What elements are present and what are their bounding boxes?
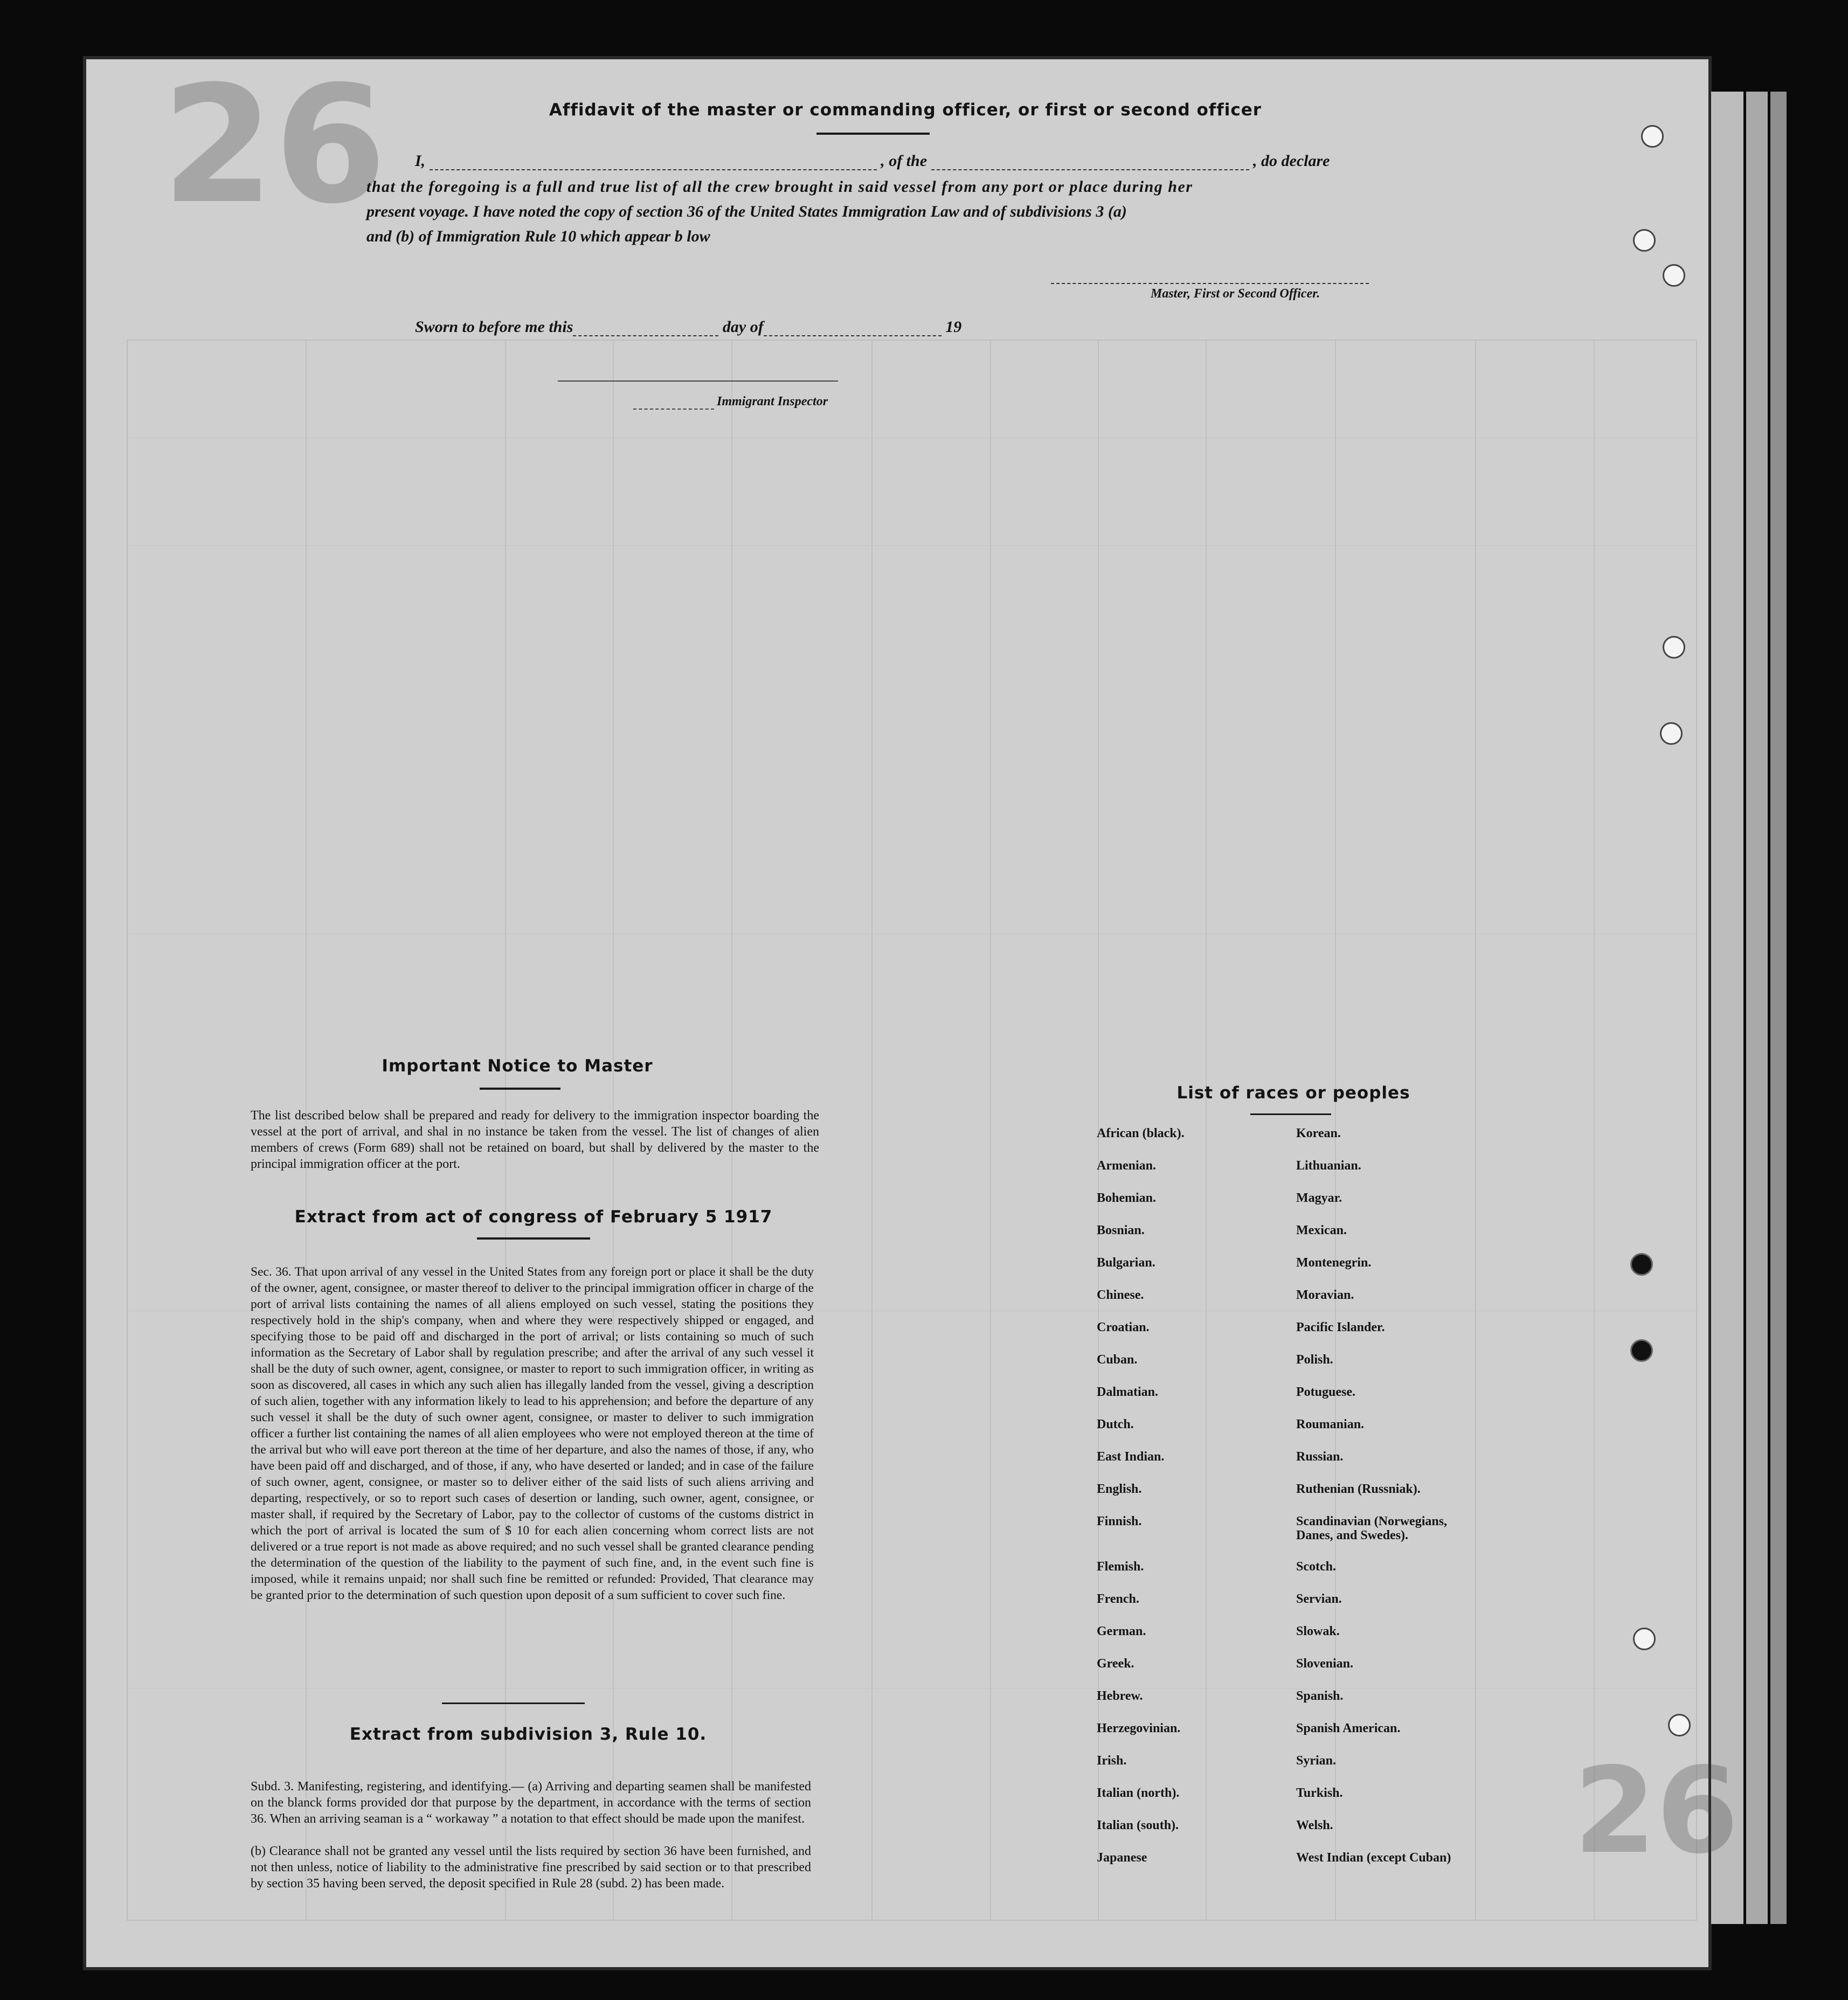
race-left: African (black).	[1097, 1126, 1185, 1140]
race-left: Dalmatian.	[1097, 1385, 1158, 1399]
binder-hole	[1641, 125, 1664, 148]
race-row	[1097, 1320, 1528, 1353]
rule-subdivision-a: Subd. 3. Manifesting, registering, and identifying.— (a) Arriving and departing seamen shall be manifested on the blanck forms provided dor that purpose by the department, in accordance with the terms of section 36. When an arriving seaman is a “ workaway ” a notation to that effect should be made upon the manifest.	[251, 1780, 811, 1826]
title-rule	[1250, 1113, 1331, 1115]
race-row	[1097, 1159, 1528, 1191]
binder-hole	[1663, 636, 1685, 659]
race-right: Servian.	[1296, 1592, 1342, 1606]
rule-subdivision-b: (b) Clearance shall not be granted any vessel until the lists required by section 36 have been furnished, and not then unless, notice of liability to the administrative fine prescribed by said section or to that prescribed by section 35 having been served, the deposit specified in Rule 28 (subd. 2) has been made.	[251, 1844, 811, 1891]
race-row	[1097, 1514, 1528, 1560]
notice-title: Important Notice to Master	[382, 1056, 653, 1076]
race-left: Flemish.	[1097, 1560, 1144, 1574]
race-left: Bohemian.	[1097, 1191, 1157, 1205]
race-right: Montenegrin.	[1296, 1256, 1372, 1270]
inspector-label: Immigrant Inspector	[717, 395, 828, 409]
race-right: Potuguese.	[1296, 1385, 1355, 1399]
race-right: Moravian.	[1296, 1288, 1354, 1302]
race-row	[1097, 1818, 1528, 1851]
race-right: Pacific Islander.	[1296, 1320, 1385, 1334]
sworn-line: Sworn to before me this day of 19	[415, 318, 962, 336]
race-right: Russian.	[1296, 1450, 1344, 1464]
notice-text: The list described below shall be prepared and ready for delivery to the immigration inspector boarding the vessel at the port of arrival, and shal in no instance be taken from the vessel. The list of changes of alien members of crews (Form 689) shall not be retained on board, but shall by delivered by the master to the principal immigration officer at the port.	[251, 1109, 819, 1171]
race-row	[1097, 1417, 1528, 1450]
race-right: Roumanian.	[1296, 1417, 1365, 1431]
affidavit-line-1: I, , of the , do declare	[415, 152, 1330, 170]
race-right: Spanish American.	[1296, 1721, 1401, 1735]
race-right: Turkish.	[1296, 1786, 1343, 1800]
race-left: Hebrew.	[1097, 1689, 1143, 1703]
affidavit-line-3: present voyage. I have noted the copy of section 36 of the United States Immigration Law and of subdivisions 3 (a)	[366, 203, 1127, 220]
binder-hole	[1663, 264, 1685, 287]
race-right: Slowak.	[1296, 1624, 1340, 1638]
affidavit-title: Affidavit of the master or commanding officer, or first or second officer	[549, 100, 1262, 120]
races-list	[1097, 1126, 1528, 1883]
binder-hole	[1630, 1339, 1653, 1362]
race-left: Armenian.	[1097, 1159, 1156, 1173]
race-left: German.	[1097, 1624, 1146, 1638]
race-right: Slovenian.	[1296, 1657, 1354, 1671]
race-row	[1097, 1657, 1528, 1689]
title-rule	[477, 1237, 590, 1240]
race-left: Chinese.	[1097, 1288, 1144, 1302]
title-rule	[816, 133, 930, 135]
race-left: Greek.	[1097, 1657, 1134, 1671]
race-left: Finnish.	[1097, 1514, 1142, 1528]
race-left: English.	[1097, 1482, 1142, 1496]
race-right: Lithuanian.	[1296, 1159, 1361, 1173]
race-row	[1097, 1689, 1528, 1721]
binder-hole	[1668, 1714, 1691, 1736]
race-right: Magyar.	[1296, 1191, 1342, 1205]
page-number-bleed: 26	[162, 51, 387, 239]
affidavit-line-2: that the foregoing is a full and true list of all the crew brought in said vessel from any port or place during her	[366, 178, 1193, 196]
race-row	[1097, 1482, 1528, 1514]
race-row	[1097, 1223, 1528, 1256]
race-left: Italian (north).	[1097, 1786, 1180, 1800]
act-title: Extract from act of congress of February 5 1917	[294, 1207, 773, 1227]
race-row	[1097, 1353, 1528, 1385]
race-right: Ruthenian (Russniak).	[1296, 1482, 1421, 1496]
binder-hole	[1630, 1253, 1653, 1276]
race-row	[1097, 1560, 1528, 1592]
rule-title: Extract from subdivision 3, Rule 10.	[349, 1725, 707, 1744]
race-row	[1097, 1191, 1528, 1223]
page-edge	[1746, 92, 1768, 1924]
race-right: Polish.	[1296, 1353, 1333, 1367]
title-rule	[480, 1088, 560, 1090]
master-label: Master, First or Second Officer.	[1151, 287, 1320, 301]
race-row	[1097, 1385, 1528, 1417]
inspector-signature-line	[633, 409, 714, 410]
race-row	[1097, 1754, 1528, 1786]
race-right: Mexican.	[1296, 1223, 1347, 1237]
race-left: Herzegovinian.	[1097, 1721, 1181, 1735]
race-row	[1097, 1851, 1528, 1883]
race-row	[1097, 1721, 1528, 1754]
binder-hole	[1633, 229, 1656, 252]
page-edge	[1770, 92, 1787, 1924]
race-left: Italian (south).	[1097, 1818, 1179, 1832]
race-row	[1097, 1786, 1528, 1818]
section-rule	[442, 1703, 585, 1704]
affidavit-line-4: and (b) of Immigration Rule 10 which appear b low	[366, 227, 710, 245]
page-number-bleed: 26	[1574, 1742, 1739, 1880]
race-row	[1097, 1288, 1528, 1320]
act-section-36-text: Sec. 36. That upon arrival of any vessel in the United States from any foreign port or place it shall be the duty of the owner, agent, consignee, or master thereof to deliver to the principal immigration officer in charge of the port of arrival lists containing the names of all aliens employed on such vessel, stating the positions they respectively hold in the ship's company, when and where they were respectively shipped or engaged, and specifying those to be paid off and discharged in the port of arrival; or lists containing so much of such information as the Secretary of Labor shall by regulation prescribe; and after the arrival of any such vessel it shall be the duty of such owner, agent, consignee, or master to report to such immigration officer, in writing as soon as discovered, all cases in which any such alien has illegally landed from the vessel, giving a description of such alien, together with any information likely to lead to his apprehension; and before the departure of any such vessel it shall be the duty of such owner agent, consignee, or master to deliver to such immigration officer a further list containing the names of all alien employees who were not employed thereon at the time of the arrival but who will eave port thereon at the time of her departure, and also the names of those, if any, who have been paid off and discharged, and of those, if any, who have deserted or landed; and in case of the failure of such owner, agent, consignee, or master so to deliver either of the said lists of such aliens arriving and departing, respectively, or so to report such cases of desertion or landing, such owner, agent, consignee, or master shall, if required by the Secretary of Labor, pay to the collector of customs of the customs district in which the port of arrival is located the sum of $ 10 for each alien concerning whom correct lists are not delivered or a true report is not made as above required; and no such vessel shall be granted clearance pending the determination of the question of the liability to the payment of such fine, and, in the event such fine is imposed, while it remains unpaid; nor shall such fine be remitted or refunded: Provided, That clearance may be granted prior to the determination of such question upon deposit of a sum sufficient to cover such fine.	[251, 1265, 814, 1602]
race-left: Irish.	[1097, 1754, 1127, 1768]
race-row	[1097, 1256, 1528, 1288]
race-right: West Indian (except Cuban)	[1296, 1851, 1451, 1865]
race-left: East Indian.	[1097, 1450, 1165, 1464]
signature-line	[1051, 283, 1369, 284]
race-right: Scotch.	[1296, 1560, 1336, 1574]
binder-hole	[1633, 1628, 1656, 1650]
race-left: Croatian.	[1097, 1320, 1150, 1334]
page-edge	[1711, 92, 1743, 1924]
race-row	[1097, 1624, 1528, 1657]
race-right: Syrian.	[1296, 1754, 1337, 1768]
race-left: Dutch.	[1097, 1417, 1134, 1431]
binder-hole	[1660, 722, 1683, 745]
race-right: Welsh.	[1296, 1818, 1333, 1832]
race-row	[1097, 1592, 1528, 1624]
race-row	[1097, 1450, 1528, 1482]
race-right: Korean.	[1296, 1126, 1341, 1140]
race-left: Bosnian.	[1097, 1223, 1145, 1237]
race-left: French.	[1097, 1592, 1139, 1606]
race-right: Spanish.	[1296, 1689, 1344, 1703]
race-left: Cuban.	[1097, 1353, 1138, 1367]
race-right: Scandinavian (Norwegians, Danes, and Swedes).	[1296, 1514, 1448, 1542]
race-row	[1097, 1126, 1528, 1159]
race-left: Bulgarian.	[1097, 1256, 1155, 1270]
inspector-signature-line	[558, 380, 838, 382]
races-title: List of races or peoples	[1176, 1083, 1410, 1103]
race-left: Japanese	[1097, 1851, 1147, 1865]
